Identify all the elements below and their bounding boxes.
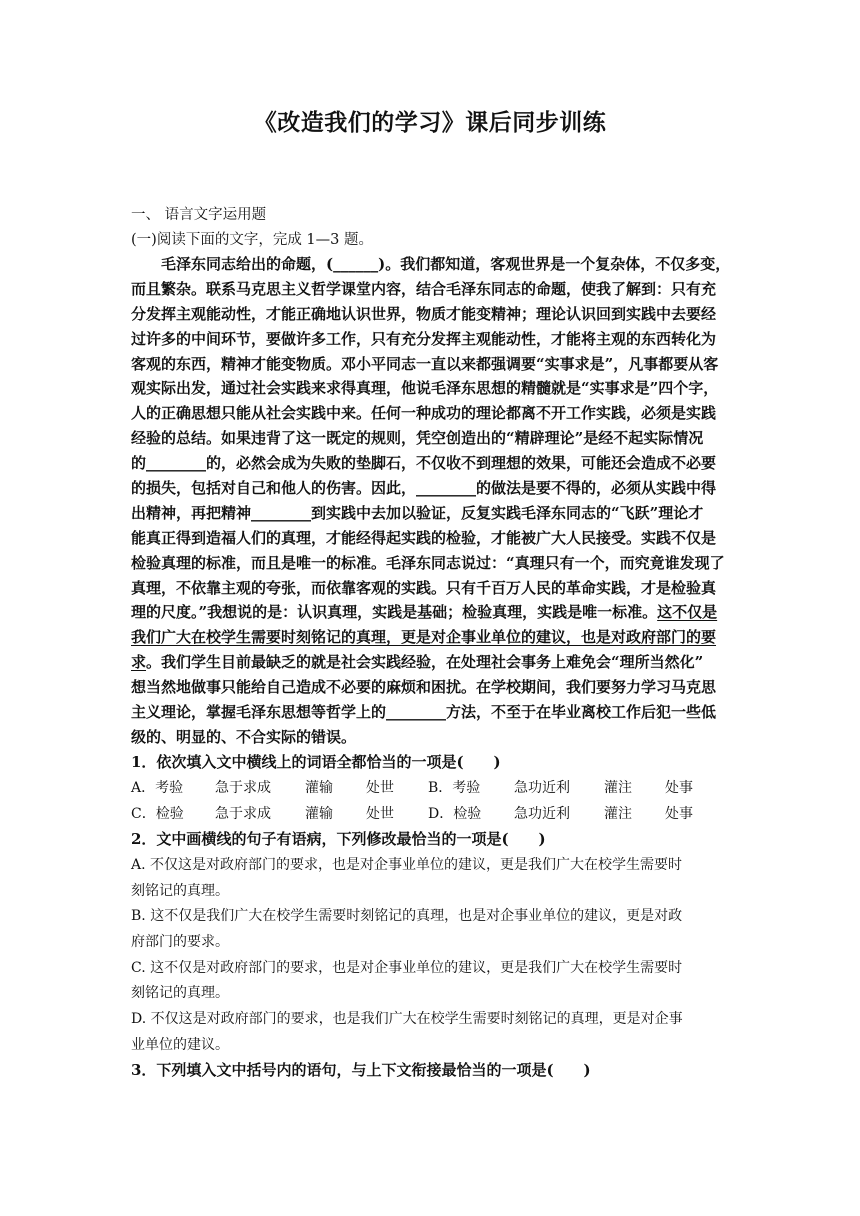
question-2-options: [131, 853, 731, 1059]
option-cell: 急功近利: [514, 780, 570, 797]
passage-text: 想当然地做事只能给自己造成不必要的麻烦和困扰。在学校期间，我们要努力学习马克思: [131, 678, 717, 697]
answer-option: [131, 904, 731, 955]
option-cell: 急功近利: [514, 806, 570, 823]
passage-text: 观实际出发，通过社会实践来求得真理，他说毛泽东思想的精髓就是“实事求是”四个字，: [131, 379, 719, 398]
option-row: [131, 775, 731, 801]
passage-line: [131, 526, 731, 551]
passage-text: 客观的东西，精神才能变物质。邓小平同志一直以来都强调要“实事求是”，凡事都要从客: [131, 354, 719, 373]
passage-line: [131, 426, 731, 451]
option-cell: A．考验: [131, 780, 184, 797]
passage-line: [131, 252, 731, 277]
passage-line: [131, 401, 731, 426]
option-row: [131, 801, 731, 827]
option-cell: 急于求成: [215, 806, 271, 823]
passage-text: 级的、明显的、不合实际的错误。: [131, 727, 357, 746]
underlined-sentence: 我们广大在校学生需要时刻铭记的真理，更是对企事业单位的建议，也是对政府部门的要: [131, 628, 717, 647]
passage-line: [131, 352, 731, 377]
option-cell: 灌输: [305, 780, 333, 797]
answer-option-line: 刻铭记的真理。: [131, 985, 229, 1002]
option-cell: 处事: [665, 806, 693, 823]
section-heading: 一、 语言文字运用题: [131, 207, 267, 223]
reading-passage: [131, 252, 731, 750]
option-cell: 处事: [665, 780, 693, 797]
passage-line: [131, 501, 731, 526]
underlined-sentence: 这不仅是: [657, 603, 718, 622]
passage-line: [131, 476, 731, 501]
option-cell: C．检验: [131, 806, 184, 823]
passage-line: [131, 625, 731, 650]
passage-line: [131, 600, 731, 625]
passage-line: [131, 551, 731, 576]
subsection-heading: (一)阅读下面的文字，完成 1—3 题。: [131, 231, 373, 248]
passage-text: 真理，不依靠主观的夸张，而依靠客观的实践。只有千百万人民的革命实践，才是检验真: [131, 578, 717, 597]
answer-option-line: A. 不仅这是对政府部门的要求，也是对企事业单位的建议，更是我们广大在校学生需要时: [131, 856, 683, 873]
passage-text: 理的尺度。”我想说的是：认识真理，实践是基础；检验真理，实践是唯一标准。: [131, 603, 658, 622]
passage-text: 的损失，包括对自己和他人的伤害。因此，________的做法是要不得的，必须从实践中得: [131, 479, 717, 498]
passage-text: 能真正得到造福人们的真理，才能经得起实践的检验，才能被广大人民接受。实践不仅是: [131, 528, 717, 547]
passage-line: [131, 277, 731, 302]
question-3-stem: 3．下列填入文中括号内的语句，与上下文衔接最恰当的一项是( ): [131, 1061, 591, 1080]
underlined-sentence: 求: [131, 653, 147, 672]
passage-line: [131, 302, 731, 327]
passage-text: 的________的，必然会成为失败的垫脚石，不仅收不到理想的效果，可能还会造成不必要: [131, 454, 717, 473]
option-cell: 处世: [366, 806, 394, 823]
passage-text: 出精神，再把精神________到实践中去加以验证，反复实践毛泽东同志的“飞跃”理论才: [131, 503, 704, 522]
passage-text: 分发挥主观能动性，才能正确地认识世界，物质才能变精神；理论认识回到实践中去要经: [131, 304, 717, 323]
passage-text: 过许多的中间环节，要做许多工作，只有充分发挥主观能动性，才能将主观的东西转化为: [131, 329, 717, 348]
question-1-stem: 1．依次填入文中横线上的词语全都恰当的一项是( ): [131, 752, 501, 771]
passage-line: [131, 327, 731, 352]
answer-option-line: 刻铭记的真理。: [131, 882, 229, 899]
answer-option: [131, 1007, 731, 1058]
option-cell: 处世: [366, 780, 394, 797]
question-1-options: [131, 775, 731, 827]
passage-text: 检验真理的标准，而且是唯一的标准。毛泽东同志说过：“真理只有一个，而究竟谁发现了: [131, 553, 725, 572]
passage-line: [131, 675, 731, 700]
passage-line: [131, 376, 731, 401]
option-cell: 急于求成: [215, 780, 271, 797]
passage-line: [131, 700, 731, 725]
option-cell: 灌注: [604, 780, 632, 797]
option-cell: 灌注: [604, 806, 632, 823]
document-title: 《改造我们的学习》课后同步训练: [253, 110, 607, 136]
passage-text: 经验的总结。如果违背了这一既定的规则，凭空创造出的“精辟理论”是经不起实际情况: [131, 429, 704, 448]
question-2-stem: 2．文中画横线的句子有语病，下列修改最恰当的一项是( ): [131, 830, 546, 849]
option-cell: D．检验: [428, 806, 482, 823]
passage-text: 人的正确思想只能从社会实践中来。任何一种成功的理论都离不开工作实践，必须是实践: [131, 404, 717, 423]
option-cell: 灌输: [305, 806, 333, 823]
answer-option-line: D. 不仅这是对政府部门的要求，也是我们广大在校学生需要时刻铭记的真理，更是对企事: [131, 1010, 683, 1027]
answer-option-line: C. 这不仅是对政府部门的要求，也是对企事业单位的建议，更是我们广大在校学生需要时: [131, 959, 683, 976]
answer-option-line: 府部门的要求。: [131, 933, 229, 950]
option-cell: B．考验: [428, 780, 481, 797]
passage-line: [131, 650, 731, 675]
passage-text: 毛泽东同志给出的命题，(______)。我们都知道，客观世界是一个复杂体，不仅多变，: [161, 255, 731, 273]
passage-text: 而且繁杂。联系马克思主义哲学课堂内容，结合毛泽东同志的命题，使我了解到：只有充: [131, 279, 717, 298]
passage-line: [131, 725, 731, 750]
answer-option-line: B. 这不仅是我们广大在校学生需要时刻铭记的真理，也是对企事业单位的建议，更是对政: [131, 908, 683, 925]
answer-option: [131, 853, 731, 904]
passage-text: 主义理论，掌握毛泽东思想等哲学上的________方法，不至于在毕业离校工作后犯一些低: [131, 703, 717, 722]
passage-text: 。我们学生目前最缺乏的就是社会实践经验，在处理社会事务上难免会“理所当然化”: [146, 653, 704, 672]
passage-line: [131, 576, 731, 601]
passage-line: [131, 451, 731, 476]
answer-option: [131, 956, 731, 1007]
answer-option-line: 业单位的建议。: [131, 1036, 229, 1053]
document-content: [131, 203, 731, 1084]
